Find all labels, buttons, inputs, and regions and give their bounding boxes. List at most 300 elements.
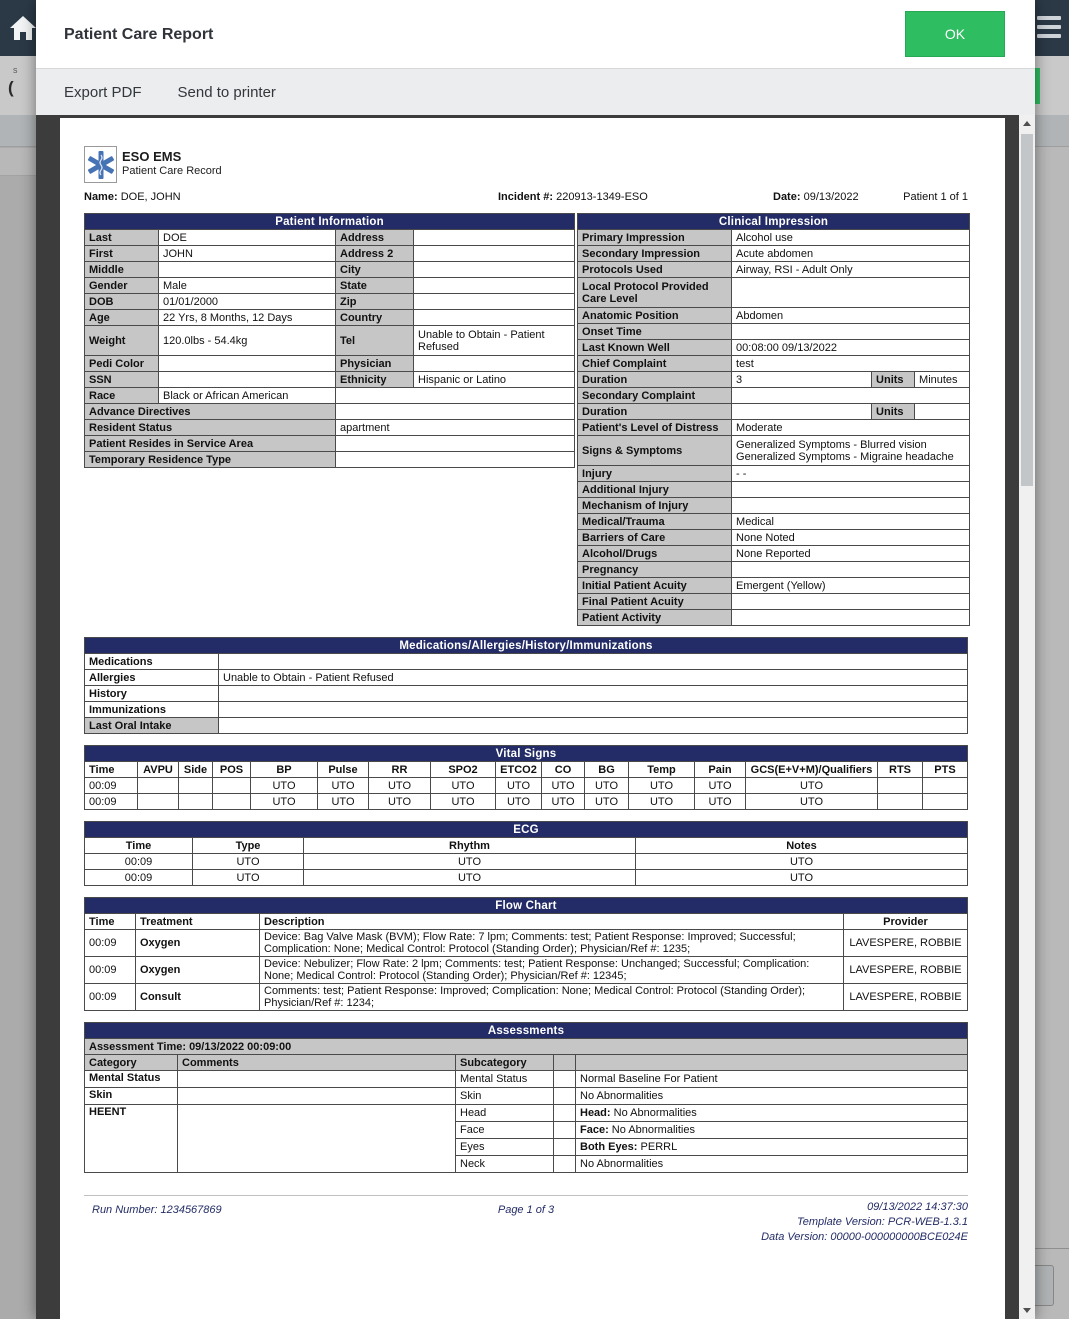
vital-cell: UTO — [251, 778, 318, 794]
table-row — [85, 1088, 968, 1105]
footer-versions: 09/13/2022 14:37:30 Template Version: PCR-WEB-1.3.1 Data Version: 00000-000000000BCE024E — [761, 1201, 968, 1243]
table-row — [578, 594, 970, 610]
field-value: test — [732, 356, 970, 372]
column-header: Treatment — [136, 914, 260, 930]
vital-cell: UTO — [251, 794, 318, 810]
home-icon — [8, 14, 38, 42]
column-header: Pain — [695, 762, 746, 778]
column-header: Subcategory — [456, 1055, 554, 1071]
flow-time: 00:09 — [85, 957, 136, 984]
field-value: 22 Yrs, 8 Months, 12 Days — [159, 310, 336, 326]
field-value: 3 — [732, 372, 872, 388]
table-row — [85, 452, 575, 468]
flow-provider: LAVESPERE, ROBBIE — [844, 984, 968, 1011]
field-value: apartment — [336, 420, 575, 436]
assessment-category: Mental Status — [85, 1071, 178, 1088]
field-value — [732, 594, 970, 610]
section-title: Vital Signs — [85, 746, 968, 762]
send-to-printer-button[interactable]: Send to printer — [177, 83, 276, 101]
column-header: Time — [85, 914, 136, 930]
table-row — [85, 718, 968, 734]
column-header: RR — [369, 762, 431, 778]
field-label: First — [85, 246, 159, 262]
field-label: Patient Resides in Service Area — [85, 436, 336, 452]
field-value: Abdomen — [732, 308, 970, 324]
units-value — [915, 404, 970, 420]
table-row — [85, 762, 968, 778]
table-row — [578, 388, 970, 404]
table-row — [85, 326, 575, 356]
ecg-cell: UTO — [193, 870, 304, 886]
field-value — [414, 262, 575, 278]
star-of-life-icon — [84, 146, 117, 183]
field-value: Moderate — [732, 420, 970, 436]
vital-cell: UTO — [496, 794, 542, 810]
field-label: History — [85, 686, 219, 702]
patient-name: DOE, JOHN — [120, 191, 181, 203]
scroll-up-button[interactable] — [1019, 115, 1035, 132]
field-value — [732, 278, 970, 308]
background-text-fragment: ( — [8, 78, 14, 97]
home-button[interactable] — [8, 14, 38, 42]
field-value — [732, 562, 970, 578]
field-value: Unable to Obtain - Patient Refused — [414, 326, 575, 356]
vital-cell — [138, 794, 179, 810]
ecg-cell: UTO — [636, 870, 968, 886]
table-row — [578, 262, 970, 278]
dimmed-page-left — [0, 56, 36, 1319]
field-value — [336, 452, 575, 468]
column-header: Side — [179, 762, 213, 778]
column-header: Category — [85, 1055, 178, 1071]
ecg-cell: UTO — [193, 854, 304, 870]
export-pdf-button[interactable]: Export PDF — [64, 83, 142, 101]
field-label: Injury — [578, 466, 732, 482]
table-row — [578, 278, 970, 308]
field-value — [414, 356, 575, 372]
column-header: AVPU — [138, 762, 179, 778]
vital-cell — [878, 794, 923, 810]
date-label: Date: — [773, 191, 801, 203]
table-row — [578, 546, 970, 562]
table-row — [85, 686, 968, 702]
ecg-cell: 00:09 — [85, 854, 193, 870]
vital-cell: UTO — [695, 778, 746, 794]
run-number: Run Number: 1234567869 — [92, 1204, 222, 1216]
table-row — [85, 1105, 968, 1122]
vital-cell: 00:09 — [85, 778, 138, 794]
flow-time: 00:09 — [85, 930, 136, 957]
ecg-cell: UTO — [636, 854, 968, 870]
field-value: Unable to Obtain - Patient Refused — [219, 670, 968, 686]
patient-information-table — [84, 213, 575, 468]
field-value: 01/01/2000 — [159, 294, 336, 310]
vital-cell: UTO — [369, 778, 431, 794]
field-label: Physician — [336, 356, 414, 372]
field-value — [159, 372, 336, 388]
background-text-fragment: s — [13, 65, 18, 75]
field-label: Anatomic Position — [578, 308, 732, 324]
column-header: CO — [542, 762, 585, 778]
field-label: Last Oral Intake — [85, 718, 219, 734]
flow-provider: LAVESPERE, ROBBIE — [844, 930, 968, 957]
assessment-spacer — [554, 1088, 576, 1105]
column-header: BP — [251, 762, 318, 778]
report-org-name: ESO EMS — [122, 149, 182, 164]
field-value — [219, 654, 968, 670]
assessments-table — [84, 1022, 968, 1173]
field-value: Alcohol use — [732, 230, 970, 246]
column-header: Comments — [178, 1055, 456, 1071]
assessment-finding: Face: No Abnormalities — [576, 1122, 968, 1139]
table-row — [578, 466, 970, 482]
column-header: GCS(E+V+M)/Qualifiers — [746, 762, 878, 778]
field-value — [414, 310, 575, 326]
table-row — [85, 230, 575, 246]
assessment-subcategory: Face — [456, 1122, 554, 1139]
vital-cell: UTO — [318, 778, 369, 794]
field-value — [732, 324, 970, 340]
field-value — [414, 230, 575, 246]
field-value: 00:08:00 09/13/2022 — [732, 340, 970, 356]
column-header: Description — [260, 914, 844, 930]
clinical-impression-table — [577, 213, 970, 626]
field-label: City — [336, 262, 414, 278]
column-header: POS — [213, 762, 251, 778]
scroll-down-button[interactable] — [1019, 1302, 1035, 1319]
vital-cell: UTO — [585, 778, 629, 794]
report-header-row — [84, 191, 968, 207]
column-header — [576, 1055, 968, 1071]
assessment-comments — [178, 1071, 456, 1088]
field-label: Weight — [85, 326, 159, 356]
flow-treatment: Oxygen — [136, 930, 260, 957]
name-label: Name: — [84, 191, 118, 203]
incident-number: 220913-1349-ESO — [556, 191, 648, 203]
field-value: JOHN — [159, 246, 336, 262]
medications-table — [84, 637, 968, 734]
vital-cell: UTO — [431, 794, 496, 810]
hamburger-menu-button[interactable] — [1037, 16, 1061, 38]
field-label: Duration — [578, 404, 732, 420]
table-row — [578, 610, 970, 626]
assessment-finding: Head: No Abnormalities — [576, 1105, 968, 1122]
field-value: Emergent (Yellow) — [732, 578, 970, 594]
table-row — [578, 514, 970, 530]
field-label: Medical/Trauma — [578, 514, 732, 530]
table-row — [85, 702, 968, 718]
modal-title: Patient Care Report — [64, 26, 214, 43]
field-label: State — [336, 278, 414, 294]
field-label: Primary Impression — [578, 230, 732, 246]
hidden-button-edge — [1035, 1265, 1054, 1306]
table-row — [85, 356, 575, 372]
scrollbar-thumb[interactable] — [1021, 134, 1033, 486]
vital-cell: UTO — [318, 794, 369, 810]
assessment-subcategory: Mental Status — [456, 1071, 554, 1088]
patient-care-report-modal — [36, 0, 1035, 1319]
ecg-cell: 00:09 — [85, 870, 193, 886]
report-page — [60, 118, 1005, 1319]
vital-cell — [179, 778, 213, 794]
vital-cell — [923, 778, 968, 794]
units-label: Units — [872, 404, 915, 420]
table-row — [85, 262, 575, 278]
field-label: Local Protocol Provided Care Level — [578, 278, 732, 308]
field-label: Medications — [85, 654, 219, 670]
table-row — [85, 1039, 968, 1055]
field-label: Barriers of Care — [578, 530, 732, 546]
section-title: ECG — [85, 822, 968, 838]
column-header: Type — [193, 838, 304, 854]
report-date: 09/13/2022 — [803, 191, 859, 203]
field-label: Additional Injury — [578, 482, 732, 498]
field-value: Medical — [732, 514, 970, 530]
field-value: Male — [159, 278, 336, 294]
column-header: PTS — [923, 762, 968, 778]
column-header: Notes — [636, 838, 968, 854]
field-value: None Reported — [732, 546, 970, 562]
column-header: Time — [85, 838, 193, 854]
table-row — [578, 372, 970, 388]
field-label: Zip — [336, 294, 414, 310]
document-viewer — [36, 115, 1035, 1319]
column-header: Temp — [629, 762, 695, 778]
flow-description: Device: Bag Valve Mask (BVM); Flow Rate: 7 lpm; Comments: test; Patient Response: Improved; Successful; Complication: None; Medical Control: Protocol (Standing Order); Physician/Ref #: 1235; — [260, 930, 844, 957]
table-row — [85, 984, 968, 1011]
table-row — [85, 1071, 968, 1088]
hamburger-menu-icon — [1037, 16, 1061, 20]
patient-count: Patient 1 of 1 — [903, 191, 968, 203]
flow-provider: LAVESPERE, ROBBIE — [844, 957, 968, 984]
field-label: Immunizations — [85, 702, 219, 718]
field-value: Acute abdomen — [732, 246, 970, 262]
table-row — [578, 498, 970, 514]
field-label: Patient Activity — [578, 610, 732, 626]
field-value — [336, 388, 575, 404]
field-label: Gender — [85, 278, 159, 294]
vital-cell — [878, 778, 923, 794]
page-indicator: Page 1 of 3 — [497, 1204, 555, 1216]
flow-description: Comments: test; Patient Response: Improved; Complication: None; Medical Control: Protocol (Standing Order); Physician/Ref #: 1234; — [260, 984, 844, 1011]
assessment-finding: No Abnormalities — [576, 1088, 968, 1105]
assessment-finding: Normal Baseline For Patient — [576, 1071, 968, 1088]
column-header: Provider — [844, 914, 968, 930]
table-row — [85, 1055, 968, 1071]
vital-cell: UTO — [369, 794, 431, 810]
assessment-comments — [178, 1105, 456, 1173]
assessment-spacer — [554, 1122, 576, 1139]
vital-cell: UTO — [496, 778, 542, 794]
column-header: BG — [585, 762, 629, 778]
field-label: DOB — [85, 294, 159, 310]
incident-label: Incident #: — [498, 191, 554, 203]
dimmed-page-right — [1035, 56, 1069, 1319]
vital-cell: UTO — [585, 794, 629, 810]
column-header: Rhythm — [304, 838, 636, 854]
field-label: Address — [336, 230, 414, 246]
column-header: Time — [85, 762, 138, 778]
field-label: Country — [336, 310, 414, 326]
field-value — [336, 436, 575, 452]
table-row — [578, 230, 970, 246]
field-value: None Noted — [732, 530, 970, 546]
field-value: Airway, RSI - Adult Only — [732, 262, 970, 278]
section-title: Medications/Allergies/History/Immunizations — [85, 638, 968, 654]
vital-cell: UTO — [629, 794, 695, 810]
table-row — [85, 310, 575, 326]
field-value — [159, 356, 336, 372]
field-label: Final Patient Acuity — [578, 594, 732, 610]
table-row — [85, 246, 575, 262]
field-value — [414, 294, 575, 310]
ecg-cell: UTO — [304, 870, 636, 886]
field-value — [414, 246, 575, 262]
column-header — [554, 1055, 576, 1071]
field-value — [732, 498, 970, 514]
assessment-spacer — [554, 1105, 576, 1122]
ecg-table — [84, 821, 968, 886]
field-value — [414, 278, 575, 294]
table-row — [578, 340, 970, 356]
field-value — [219, 702, 968, 718]
table-row — [578, 530, 970, 546]
field-label: Signs & Symptoms — [578, 436, 732, 466]
field-value — [336, 404, 575, 420]
vital-cell: UTO — [629, 778, 695, 794]
vital-cell — [213, 778, 251, 794]
section-title: Clinical Impression — [578, 214, 970, 230]
vital-cell: UTO — [746, 778, 878, 794]
units-value: Minutes — [915, 372, 970, 388]
field-label: Alcohol/Drugs — [578, 546, 732, 562]
assessment-category: Skin — [85, 1088, 178, 1105]
modal-header — [36, 0, 1035, 68]
report-subtitle: Patient Care Record — [122, 165, 222, 177]
assessment-finding: Both Eyes: PERRL — [576, 1139, 968, 1156]
flow-chart-table — [84, 897, 968, 1011]
field-value — [219, 686, 968, 702]
ok-button[interactable]: OK — [905, 11, 1005, 57]
field-label: Mechanism of Injury — [578, 498, 732, 514]
field-label: Allergies — [85, 670, 219, 686]
units-label: Units — [872, 372, 915, 388]
field-value — [159, 262, 336, 278]
vertical-scrollbar[interactable] — [1019, 115, 1035, 1319]
assessment-subcategory: Skin — [456, 1088, 554, 1105]
vital-cell — [923, 794, 968, 810]
assessment-subcategory: Head — [456, 1105, 554, 1122]
triangle-down-icon — [1023, 1308, 1031, 1313]
assessment-subcategory: Neck — [456, 1156, 554, 1173]
field-label: Last Known Well — [578, 340, 732, 356]
table-row — [578, 246, 970, 262]
flow-treatment: Oxygen — [136, 957, 260, 984]
field-label: Temporary Residence Type — [85, 452, 336, 468]
table-row — [578, 482, 970, 498]
vital-signs-table — [84, 745, 968, 810]
vital-cell: 00:09 — [85, 794, 138, 810]
flow-time: 00:09 — [85, 984, 136, 1011]
field-label: Tel — [336, 326, 414, 356]
field-label: SSN — [85, 372, 159, 388]
table-row — [85, 670, 968, 686]
field-label: Pedi Color — [85, 356, 159, 372]
report-footer — [84, 1195, 968, 1245]
column-header: RTS — [878, 762, 923, 778]
table-row — [85, 420, 575, 436]
vital-cell: UTO — [746, 794, 878, 810]
field-value: - - — [732, 466, 970, 482]
assessment-finding: No Abnormalities — [576, 1156, 968, 1173]
flow-description: Device: Nebulizer; Flow Rate: 2 lpm; Comments: test; Patient Response: Unchanged; Successful; Complication: None; Medical Control: Protocol (Standing Order); Physician/Ref #: 12345; — [260, 957, 844, 984]
field-label: Secondary Complaint — [578, 388, 732, 404]
field-value — [732, 388, 970, 404]
section-title: Patient Information — [85, 214, 575, 230]
table-row — [85, 654, 968, 670]
table-row — [578, 324, 970, 340]
table-row — [85, 388, 575, 404]
table-row — [578, 404, 970, 420]
table-row — [85, 870, 968, 886]
report-logo-row — [84, 146, 968, 183]
table-row — [85, 778, 968, 794]
field-label: Ethnicity — [336, 372, 414, 388]
table-row — [85, 404, 575, 420]
field-label: Initial Patient Acuity — [578, 578, 732, 594]
field-value — [219, 718, 968, 734]
field-label: Patient's Level of Distress — [578, 420, 732, 436]
field-value: Black or African American — [159, 388, 336, 404]
column-header: ETCO2 — [496, 762, 542, 778]
table-row — [85, 854, 968, 870]
vital-cell — [179, 794, 213, 810]
table-row — [578, 308, 970, 324]
field-label: Last — [85, 230, 159, 246]
field-value: 120.0lbs - 54.4kg — [159, 326, 336, 356]
assessment-time: Assessment Time: 09/13/2022 00:09:00 — [85, 1039, 968, 1055]
table-row — [85, 794, 968, 810]
table-row — [85, 930, 968, 957]
field-label: Onset Time — [578, 324, 732, 340]
assessment-subcategory: Eyes — [456, 1139, 554, 1156]
field-value — [732, 610, 970, 626]
table-row — [85, 294, 575, 310]
field-value: DOE — [159, 230, 336, 246]
vital-cell: UTO — [431, 778, 496, 794]
table-row — [85, 278, 575, 294]
table-row — [578, 356, 970, 372]
table-row — [85, 914, 968, 930]
field-label: Address 2 — [336, 246, 414, 262]
table-row — [85, 957, 968, 984]
assessment-comments — [178, 1088, 456, 1105]
hidden-green-button-edge — [1035, 68, 1040, 104]
assessment-spacer — [554, 1071, 576, 1088]
vital-cell: UTO — [542, 794, 585, 810]
assessment-spacer — [554, 1139, 576, 1156]
table-row — [578, 562, 970, 578]
field-value — [732, 482, 970, 498]
assessment-spacer — [554, 1156, 576, 1173]
section-title: Flow Chart — [85, 898, 968, 914]
field-label: Race — [85, 388, 159, 404]
table-row — [85, 436, 575, 452]
field-label: Duration — [578, 372, 732, 388]
flow-treatment: Consult — [136, 984, 260, 1011]
table-row — [578, 578, 970, 594]
field-label: Secondary Impression — [578, 246, 732, 262]
